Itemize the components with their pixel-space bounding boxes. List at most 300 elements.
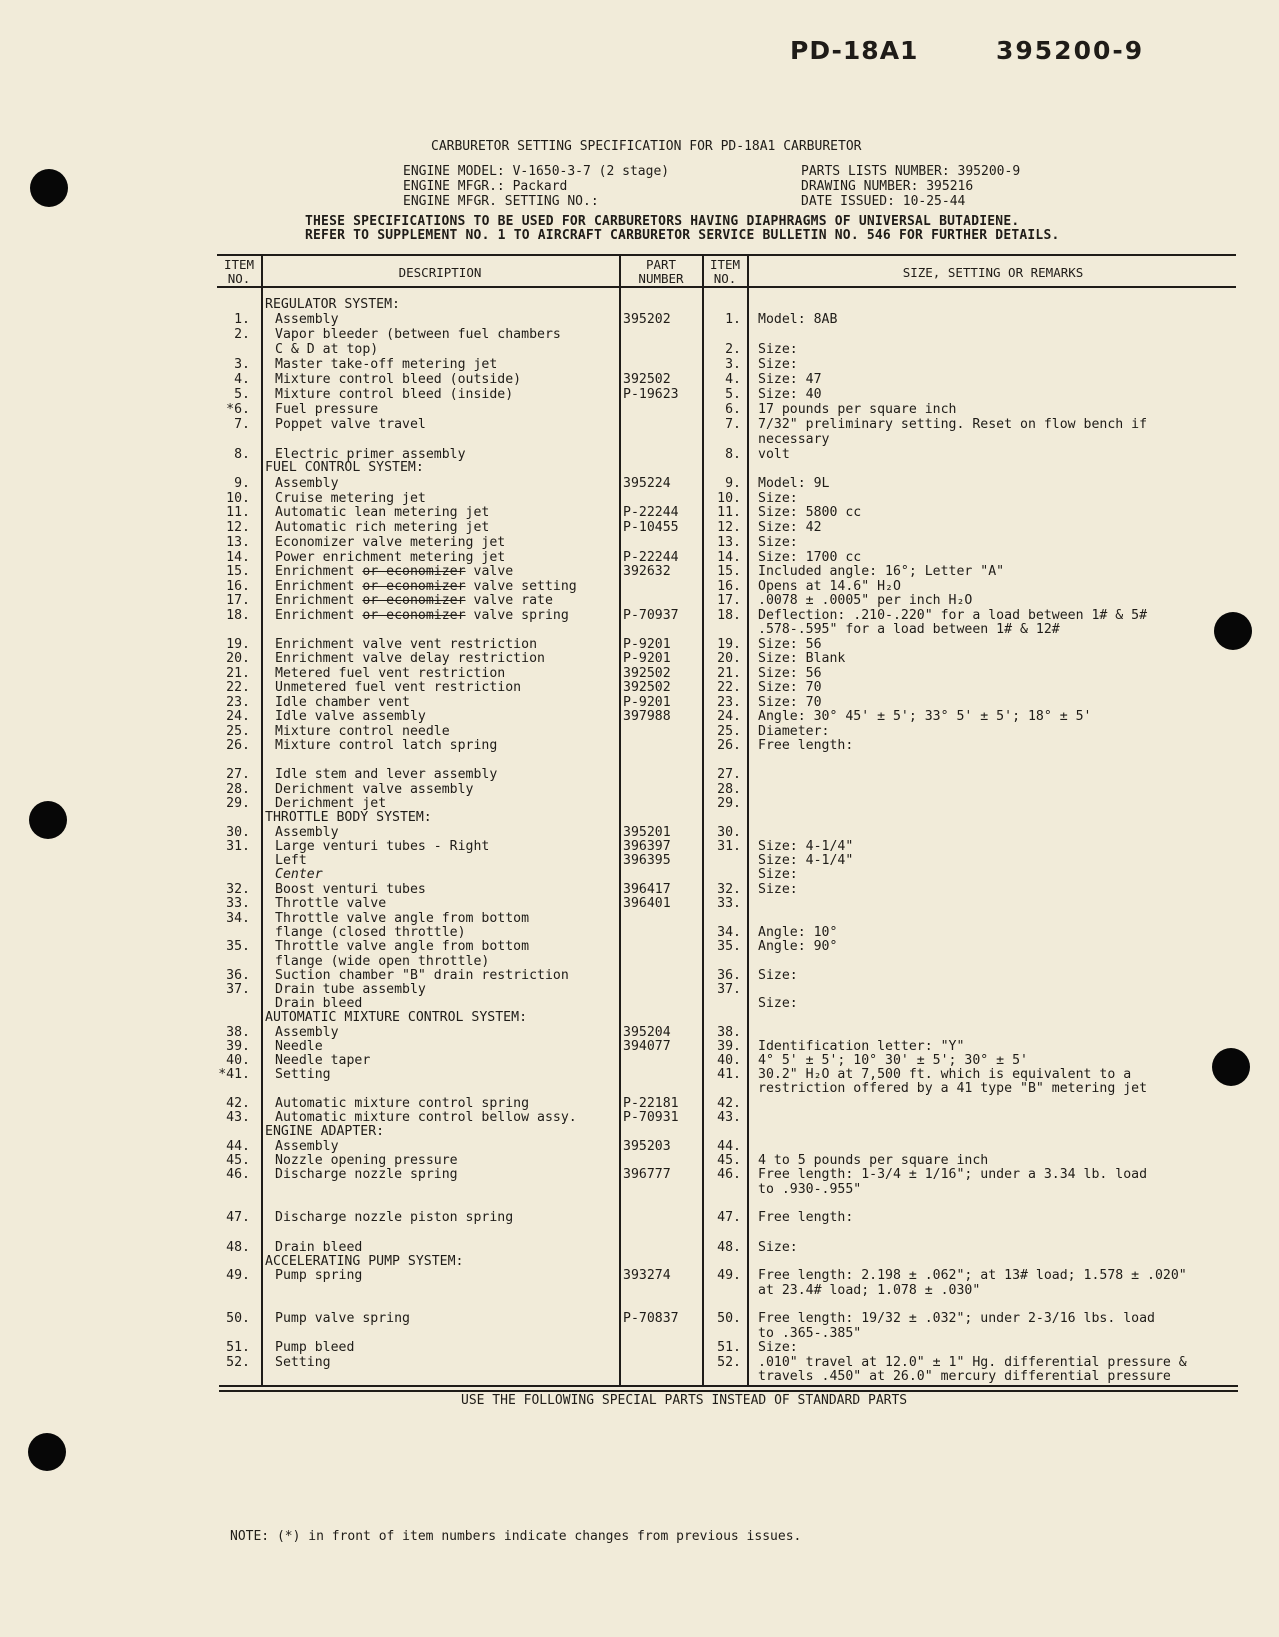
item-description: Idle stem and lever assembly <box>275 767 498 782</box>
item-number-right: 11. <box>717 505 741 520</box>
remark: Size: 5800 cc <box>758 505 862 520</box>
remark: Free length: <box>758 1210 854 1225</box>
part-number: 393274 <box>623 1268 671 1283</box>
item-description <box>275 593 553 608</box>
table-row <box>0 867 1279 882</box>
part-number: P-9201 <box>623 637 671 652</box>
part-number: 396397 <box>623 839 671 854</box>
item-number-right: 24. <box>717 709 741 724</box>
table-row <box>0 911 1279 926</box>
table-row <box>0 1254 1279 1269</box>
remark: Free length: <box>758 738 854 753</box>
table-row <box>0 1167 1279 1182</box>
table-top-rule <box>217 254 1236 256</box>
item-description <box>275 579 577 594</box>
table-row <box>0 1182 1279 1197</box>
col-head-remarks: SIZE, SETTING OR REMARKS <box>902 265 1084 280</box>
item-description: Mixture control bleed (outside) <box>275 372 522 387</box>
remark: Size: <box>758 357 798 372</box>
item-number-right: 45. <box>717 1153 741 1168</box>
table-row <box>0 968 1279 983</box>
table-row <box>0 796 1279 811</box>
item-number: 36. <box>226 968 250 983</box>
item-description: ACCELERATING PUMP SYSTEM: <box>265 1254 464 1269</box>
item-description: Assembly <box>275 825 339 840</box>
item-description: Needle taper <box>275 1053 371 1068</box>
remark: 17 pounds per square inch <box>758 402 957 417</box>
table-row <box>0 535 1279 550</box>
table-row <box>0 782 1279 797</box>
item-description <box>275 564 513 579</box>
item-number: 26. <box>226 738 250 753</box>
part-number: 392502 <box>623 666 671 681</box>
table-header-rule <box>217 286 1236 288</box>
item-description: flange (wide open throttle) <box>275 954 490 969</box>
item-number-right: 20. <box>717 651 741 666</box>
remark: Size: 56 <box>758 637 822 652</box>
part-number: 392502 <box>623 680 671 695</box>
remark: Free length: 2.198 ± .062"; at 13# load; 1.578 ± .020" <box>758 1268 1187 1283</box>
remark: Size: <box>758 882 798 897</box>
item-number: 44. <box>226 1139 250 1154</box>
item-number: 25. <box>226 724 250 739</box>
table-row <box>0 312 1279 327</box>
item-description: Automatic lean metering jet <box>275 505 490 520</box>
item-number-right: 50. <box>717 1311 741 1326</box>
part-number: P-22244 <box>623 505 679 520</box>
item-description: Nozzle opening pressure <box>275 1153 458 1168</box>
table-row <box>0 550 1279 565</box>
item-number-right: 1. <box>725 312 741 327</box>
item-number: 7. <box>234 417 250 432</box>
item-number-right: 51. <box>717 1340 741 1355</box>
item-description: Drain bleed <box>275 1240 363 1255</box>
remark: Size: 42 <box>758 520 822 535</box>
item-description: THROTTLE BODY SYSTEM: <box>265 810 432 825</box>
desc-prefix: Enrichment <box>275 579 363 594</box>
desc-suffix: valve <box>465 564 514 579</box>
item-number: 10. <box>226 491 250 506</box>
item-number-right: 48. <box>717 1240 741 1255</box>
part-number: 396401 <box>623 896 671 911</box>
remark: travels .450" at 26.0" mercury differential pressure <box>758 1369 1171 1384</box>
col-head-description: DESCRIPTION <box>398 265 482 280</box>
special-parts-heading: USE THE FOLLOWING SPECIAL PARTS INSTEAD OF STANDARD PARTS <box>461 1393 908 1408</box>
punch-hole-1 <box>30 169 68 207</box>
part-number: 396777 <box>623 1167 671 1182</box>
engine-mfgr: ENGINE MFGR.: Packard <box>403 179 568 194</box>
table-row <box>0 853 1279 868</box>
item-number: 42. <box>226 1096 250 1111</box>
item-number: 8. <box>234 447 250 462</box>
part-number: 395204 <box>623 1025 671 1040</box>
item-number-right: 46. <box>717 1167 741 1182</box>
desc-suffix: valve rate <box>465 593 553 608</box>
part-number: P-70931 <box>623 1110 679 1125</box>
item-number: 51. <box>226 1340 250 1355</box>
item-description: Assembly <box>275 476 339 491</box>
item-number: 30. <box>226 825 250 840</box>
item-number: 43. <box>226 1110 250 1125</box>
table-row <box>0 680 1279 695</box>
remark: 4° 5' ± 5'; 10° 30' ± 5'; 30° ± 5' <box>758 1053 1028 1068</box>
remark: Size: 4-1/4" <box>758 853 854 868</box>
remark: Size: 70 <box>758 680 822 695</box>
item-number-right: 18. <box>717 608 741 623</box>
remark: volt <box>758 447 790 462</box>
part-number: P-9201 <box>623 695 671 710</box>
item-number: 39. <box>226 1039 250 1054</box>
item-description: Needle <box>275 1039 323 1054</box>
item-number: 23. <box>226 695 250 710</box>
remark: Model: 9L <box>758 476 830 491</box>
remark: at 23.4# load; 1.078 ± .030" <box>758 1283 981 1298</box>
item-description: Idle valve assembly <box>275 709 426 724</box>
remark: to .930-.955" <box>758 1182 862 1197</box>
item-description: Center <box>275 867 323 882</box>
header-number: 395200-9 <box>996 36 1145 65</box>
table-row <box>0 896 1279 911</box>
item-description: Enrichment valve delay restriction <box>275 651 545 666</box>
remark: Size: <box>758 342 798 357</box>
table-row <box>0 1110 1279 1125</box>
table-row <box>0 810 1279 825</box>
desc-prefix: Enrichment <box>275 564 363 579</box>
part-number: 396417 <box>623 882 671 897</box>
table-row <box>0 417 1279 432</box>
item-number: 24. <box>226 709 250 724</box>
item-description: ENGINE ADAPTER: <box>265 1124 385 1139</box>
item-description: flange (closed throttle) <box>275 925 466 940</box>
item-number: 48. <box>226 1240 250 1255</box>
item-number-right: 17. <box>717 593 741 608</box>
item-number: 29. <box>226 796 250 811</box>
item-description: Drain tube assembly <box>275 982 426 997</box>
table-row <box>0 505 1279 520</box>
item-description: Throttle valve angle from bottom <box>275 939 530 954</box>
item-number-right: 13. <box>717 535 741 550</box>
table-row <box>0 1326 1279 1341</box>
item-number: 9. <box>234 476 250 491</box>
item-number: 22. <box>226 680 250 695</box>
remark: Identification letter: "Y" <box>758 1039 965 1054</box>
remark: necessary <box>758 432 830 447</box>
table-row <box>0 1283 1279 1298</box>
item-description: REGULATOR SYSTEM: <box>265 297 400 312</box>
item-number: 46. <box>226 1167 250 1182</box>
item-number: 35. <box>226 939 250 954</box>
item-number-right: 3. <box>725 357 741 372</box>
item-description: Throttle valve <box>275 896 387 911</box>
desc-suffix: valve spring <box>465 608 569 623</box>
item-description: Derichment valve assembly <box>275 782 474 797</box>
remark: Size: <box>758 1340 798 1355</box>
item-description: Mixture control needle <box>275 724 450 739</box>
table-row <box>0 1124 1279 1139</box>
remark: Size: <box>758 996 798 1011</box>
item-description: Drain bleed <box>275 996 363 1011</box>
item-description: Master take-off metering jet <box>275 357 498 372</box>
item-number: 3. <box>234 357 250 372</box>
item-number-right: 8. <box>725 447 741 462</box>
remark: Size: 4-1/4" <box>758 839 854 854</box>
part-number: 395224 <box>623 476 671 491</box>
item-number: 32. <box>226 882 250 897</box>
item-number-right: 38. <box>717 1025 741 1040</box>
item-number: 38. <box>226 1025 250 1040</box>
table-row <box>0 637 1279 652</box>
item-number: 21. <box>226 666 250 681</box>
item-number-right: 16. <box>717 579 741 594</box>
remark: Size: <box>758 491 798 506</box>
table-row <box>0 327 1279 342</box>
table-row <box>0 1096 1279 1111</box>
item-description: Fuel pressure <box>275 402 379 417</box>
part-number: P-70937 <box>623 608 679 623</box>
notice-line-1: THESE SPECIFICATIONS TO BE USED FOR CARBURETORS HAVING DIAPHRAGMS OF UNIVERSAL BUTADIENE. <box>305 214 1020 229</box>
item-number-right: 9. <box>725 476 741 491</box>
remark: Angle: 30° 45' ± 5'; 33° 5' ± 5'; 18° ± 5' <box>758 709 1092 724</box>
table-row <box>0 593 1279 608</box>
item-description: Poppet valve travel <box>275 417 426 432</box>
table-row <box>0 882 1279 897</box>
item-description: Setting <box>275 1067 331 1082</box>
part-number: 395202 <box>623 312 671 327</box>
remark: Size: Blank <box>758 651 846 666</box>
remark: Size: <box>758 867 798 882</box>
table-row <box>0 709 1279 724</box>
item-description: Vapor bleeder (between fuel chambers <box>275 327 561 342</box>
header-code: PD-18A1 <box>790 36 919 65</box>
desc-suffix: valve setting <box>465 579 577 594</box>
table-row <box>0 1369 1279 1384</box>
remark: 4 to 5 pounds per square inch <box>758 1153 989 1168</box>
item-number: 12. <box>226 520 250 535</box>
table-row <box>0 954 1279 969</box>
part-number: 395201 <box>623 825 671 840</box>
remark: Size: <box>758 535 798 550</box>
table-row <box>0 1067 1279 1082</box>
spec-title: CARBURETOR SETTING SPECIFICATION FOR PD-18A1 CARBURETOR <box>431 139 862 154</box>
struck-text: or economizer <box>362 608 466 623</box>
item-description: FUEL CONTROL SYSTEM: <box>265 460 424 475</box>
item-description: Mixture control latch spring <box>275 738 498 753</box>
item-number-right: 33. <box>717 896 741 911</box>
remark: 7/32" preliminary setting. Reset on flow bench if <box>758 417 1148 432</box>
drawing-number: DRAWING NUMBER: 395216 <box>801 179 974 194</box>
item-number: 33. <box>226 896 250 911</box>
item-number-right: 42. <box>717 1096 741 1111</box>
desc-prefix: Enrichment <box>275 593 363 608</box>
item-number-right: 40. <box>717 1053 741 1068</box>
item-description: Electric primer assembly <box>275 447 466 462</box>
item-number-right: 15. <box>717 564 741 579</box>
table-row <box>0 1210 1279 1225</box>
table-row <box>0 825 1279 840</box>
item-number: *41. <box>218 1067 250 1082</box>
item-description: Suction chamber "B" drain restriction <box>275 968 569 983</box>
item-number-right: 4. <box>725 372 741 387</box>
engine-model: ENGINE MODEL: V-1650-3-7 (2 stage) <box>403 164 670 179</box>
item-number: 45. <box>226 1153 250 1168</box>
item-description <box>275 608 569 623</box>
remark: Diameter: <box>758 724 830 739</box>
table-row <box>0 1039 1279 1054</box>
item-number-right: 6. <box>725 402 741 417</box>
col-head-item2: ITEM NO. <box>709 257 741 286</box>
item-number-right: 49. <box>717 1268 741 1283</box>
table-row <box>0 564 1279 579</box>
item-description: Pump bleed <box>275 1340 355 1355</box>
remark: Free length: 1-3/4 ± 1/16"; under a 3.34 lb. load <box>758 1167 1148 1182</box>
item-number: 19. <box>226 637 250 652</box>
item-number-right: 14. <box>717 550 741 565</box>
table-row <box>0 1139 1279 1154</box>
item-number: 16. <box>226 579 250 594</box>
item-number: 2. <box>234 327 250 342</box>
table-row <box>0 297 1279 312</box>
item-number-right: 29. <box>717 796 741 811</box>
item-number-right: 25. <box>717 724 741 739</box>
table-row <box>0 1025 1279 1040</box>
remark: Size: 70 <box>758 695 822 710</box>
table-row <box>0 996 1279 1011</box>
item-description: Assembly <box>275 1139 339 1154</box>
remark: Size: 40 <box>758 387 822 402</box>
item-number: 4. <box>234 372 250 387</box>
table-row <box>0 491 1279 506</box>
part-number: P-9201 <box>623 651 671 666</box>
item-number: 1. <box>234 312 250 327</box>
item-description: Mixture control bleed (inside) <box>275 387 514 402</box>
item-number: 31. <box>226 839 250 854</box>
item-number: 37. <box>226 982 250 997</box>
struck-text: or economizer <box>362 564 466 579</box>
item-number-right: 34. <box>717 925 741 940</box>
table-row <box>0 342 1279 357</box>
table-row <box>0 1053 1279 1068</box>
item-description: C & D at top) <box>275 342 379 357</box>
engine-setting: ENGINE MFGR. SETTING NO.: <box>403 194 599 209</box>
table-row <box>0 1010 1279 1025</box>
item-description: Unmetered fuel vent restriction <box>275 680 522 695</box>
table-row <box>0 738 1279 753</box>
item-number: 20. <box>226 651 250 666</box>
notice-line-2: REFER TO SUPPLEMENT NO. 1 TO AIRCRAFT CARBURETOR SERVICE BULLETIN NO. 546 FOR FURTHER DETAILS. <box>305 228 1060 243</box>
remark: Size: 47 <box>758 372 822 387</box>
remark: Size: <box>758 968 798 983</box>
table-row <box>0 695 1279 710</box>
item-description: Discharge nozzle spring <box>275 1167 458 1182</box>
item-number: 11. <box>226 505 250 520</box>
item-number: 49. <box>226 1268 250 1283</box>
item-number-right: 22. <box>717 680 741 695</box>
item-number-right: 47. <box>717 1210 741 1225</box>
table-row <box>0 1311 1279 1326</box>
desc-prefix: Enrichment <box>275 608 363 623</box>
remark: Size: 1700 cc <box>758 550 862 565</box>
item-number: *6. <box>226 402 250 417</box>
remark: Size: <box>758 1240 798 1255</box>
item-number-right: 28. <box>717 782 741 797</box>
item-number: 17. <box>226 593 250 608</box>
item-number-right: 19. <box>717 637 741 652</box>
parts-list-number: PARTS LISTS NUMBER: 395200-9 <box>801 164 1021 179</box>
item-number: 52. <box>226 1355 250 1370</box>
item-description: Throttle valve angle from bottom <box>275 911 530 926</box>
item-description: Automatic rich metering jet <box>275 520 490 535</box>
item-number-right: 2. <box>725 342 741 357</box>
footnote: NOTE: (*) in front of item numbers indicate changes from previous issues. <box>230 1529 802 1544</box>
struck-text: or economizer <box>362 593 466 608</box>
item-description: Enrichment valve vent restriction <box>275 637 538 652</box>
remark: 30.2" H₂O at 7,500 ft. which is equivalent to a <box>758 1067 1132 1082</box>
date-issued: DATE ISSUED: 10-25-44 <box>801 194 966 209</box>
part-number: 395203 <box>623 1139 671 1154</box>
item-description: Metered fuel vent restriction <box>275 666 506 681</box>
part-number: P-70837 <box>623 1311 679 1326</box>
item-number-right: 37. <box>717 982 741 997</box>
table-bottom-rule <box>219 1385 1238 1387</box>
item-description: Discharge nozzle piston spring <box>275 1210 514 1225</box>
table-row <box>0 608 1279 623</box>
item-description: Automatic mixture control bellow assy. <box>275 1110 577 1125</box>
item-number-right: 31. <box>717 839 741 854</box>
table-row <box>0 925 1279 940</box>
table-row <box>0 939 1279 954</box>
item-number-right: 7. <box>725 417 741 432</box>
remark: Deflection: .210-.220" for a load between 1# & 5# <box>758 608 1148 623</box>
table-row <box>0 1340 1279 1355</box>
remark: to .365-.385" <box>758 1326 862 1341</box>
remark: .010" travel at 12.0" ± 1" Hg. differential pressure & <box>758 1355 1187 1370</box>
item-description: Power enrichment metering jet <box>275 550 506 565</box>
table-row <box>0 1153 1279 1168</box>
part-number: 392502 <box>623 372 671 387</box>
item-number-right: 21. <box>717 666 741 681</box>
item-number-right: 39. <box>717 1039 741 1054</box>
table-row <box>0 402 1279 417</box>
col-head-item: ITEM NO. <box>223 257 255 286</box>
item-number: 14. <box>226 550 250 565</box>
part-number: P-22244 <box>623 550 679 565</box>
item-number-right: 27. <box>717 767 741 782</box>
table-row <box>0 476 1279 491</box>
table-row <box>0 357 1279 372</box>
remark: Angle: 10° <box>758 925 838 940</box>
item-description: Idle chamber vent <box>275 695 410 710</box>
table-row <box>0 622 1279 637</box>
item-number: 15. <box>226 564 250 579</box>
item-number: 50. <box>226 1311 250 1326</box>
table-row <box>0 579 1279 594</box>
item-number: 5. <box>234 387 250 402</box>
item-number: 28. <box>226 782 250 797</box>
part-number: 392632 <box>623 564 671 579</box>
item-description: Economizer valve metering jet <box>275 535 506 550</box>
item-description: Pump spring <box>275 1268 363 1283</box>
part-number: 396395 <box>623 853 671 868</box>
struck-text: or economizer <box>362 579 466 594</box>
table-row <box>0 666 1279 681</box>
table-row <box>0 839 1279 854</box>
remark: .0078 ± .0005" per inch H₂O <box>758 593 973 608</box>
table-row <box>0 724 1279 739</box>
item-number-right: 35. <box>717 939 741 954</box>
item-description: Left <box>275 853 307 868</box>
item-description: Pump valve spring <box>275 1311 410 1326</box>
item-number: 47. <box>226 1210 250 1225</box>
